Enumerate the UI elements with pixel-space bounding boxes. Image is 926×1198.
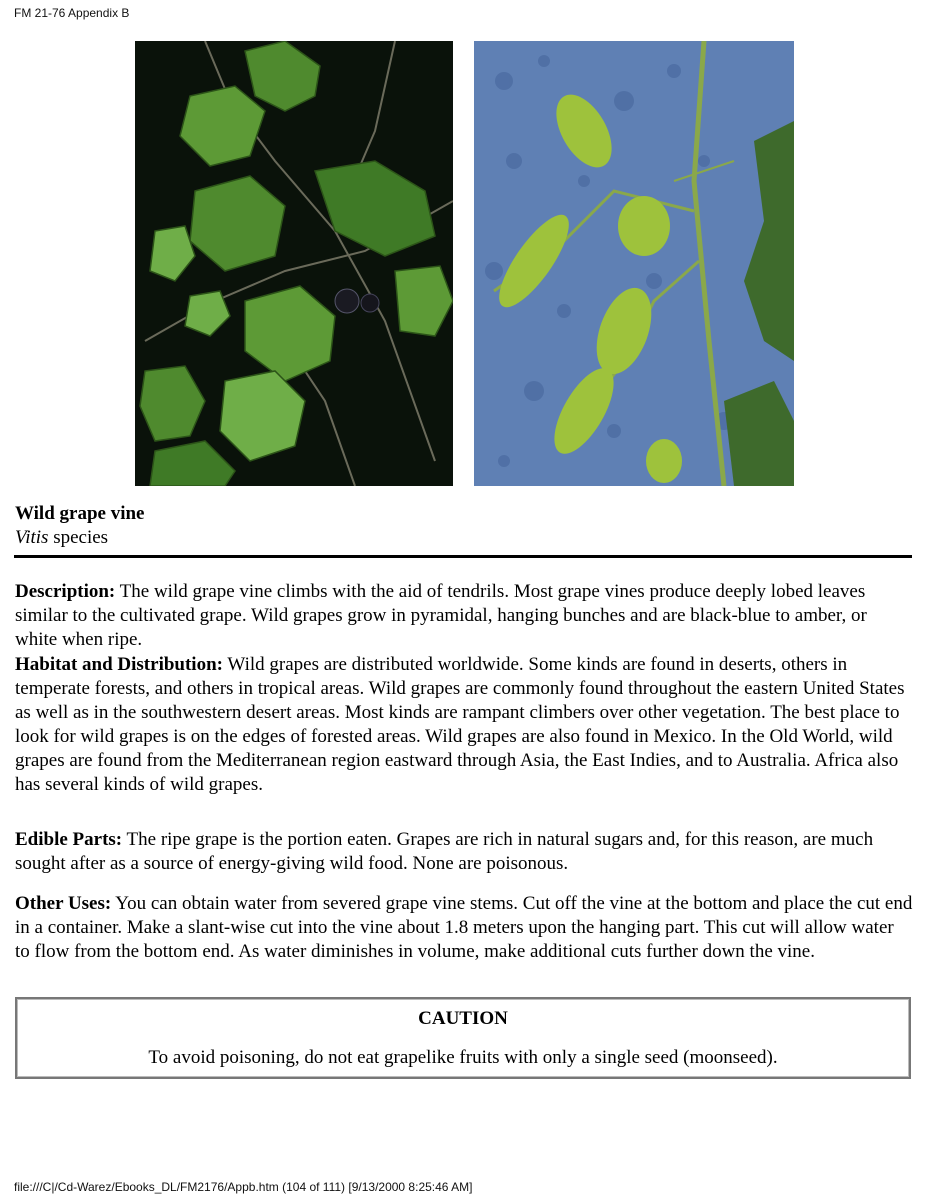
latin-genus: Vitis (15, 527, 49, 548)
other-uses-label: Other Uses: (15, 893, 112, 914)
description-text: The wild grape vine climbs with the aid of tendrils. Most grape vines produce deeply lobed leaves similar to the cultivated grape. Wild grapes grow in pyramidal, hanging bunches and are black-blue to amber, or white when ripe. (15, 581, 867, 650)
habitat-text: Wild grapes are distributed worldwide. Some kinds are found in deserts, others in temperate forests, and others in tropical areas. Wild grapes are commonly found throughout the eastern United States as well as in the southwestern desert areas. Most kinds are rampant climbers over other vegetation. The best place to look for wild grapes is on the edges of forested areas. Wild grapes are also found in Mexico. In the Old World, wild grapes are found from the Mediterranean region eastward through Asia, the East Indies, and to Australia. Africa also has several kinds of wild grapes. (15, 654, 905, 795)
edible-parts-paragraph (15, 828, 913, 876)
description-paragraph (15, 580, 913, 652)
habitat-paragraph (15, 653, 913, 797)
caution-box (15, 997, 911, 1079)
edible-parts-label: Edible Parts: (15, 829, 123, 850)
latin-suffix: species (48, 527, 109, 548)
section-divider (14, 555, 912, 558)
source-footer: file:///C|/Cd-Warez/Ebooks_DL/FM2176/Appb.htm (104 of 111) [9/13/2000 8:25:46 AM] (14, 1180, 473, 1194)
edible-parts-text: The ripe grape is the portion eaten. Grapes are rich in natural sugars and, for this reason, are much sought after as a source of energy-giving wild food. None are poisonous. (15, 829, 874, 874)
grape-leaves-photo (135, 41, 453, 486)
grape-flowers-photo (474, 41, 794, 486)
description-label: Description: (15, 581, 116, 602)
running-header: FM 21-76 Appendix B (14, 6, 130, 20)
plant-common-name: Wild grape vine (15, 503, 145, 524)
caution-title: CAUTION (418, 1008, 508, 1029)
plant-latin-name (15, 526, 145, 550)
other-uses-text: You can obtain water from severed grape vine stems. Cut off the vine at the bottom and place the cut end in a container. Make a slant-wise cut into the vine about 1.8 meters upon the hanging part. This cut will allow water to flow from the bottom end. As water diminishes in volume, make additional cuts further down the vine. (15, 893, 913, 962)
habitat-label: Habitat and Distribution: (15, 654, 223, 675)
caution-text: To avoid poisoning, do not eat grapelike fruits with only a single seed (moonseed). (148, 1047, 778, 1068)
other-uses-paragraph (15, 892, 913, 964)
